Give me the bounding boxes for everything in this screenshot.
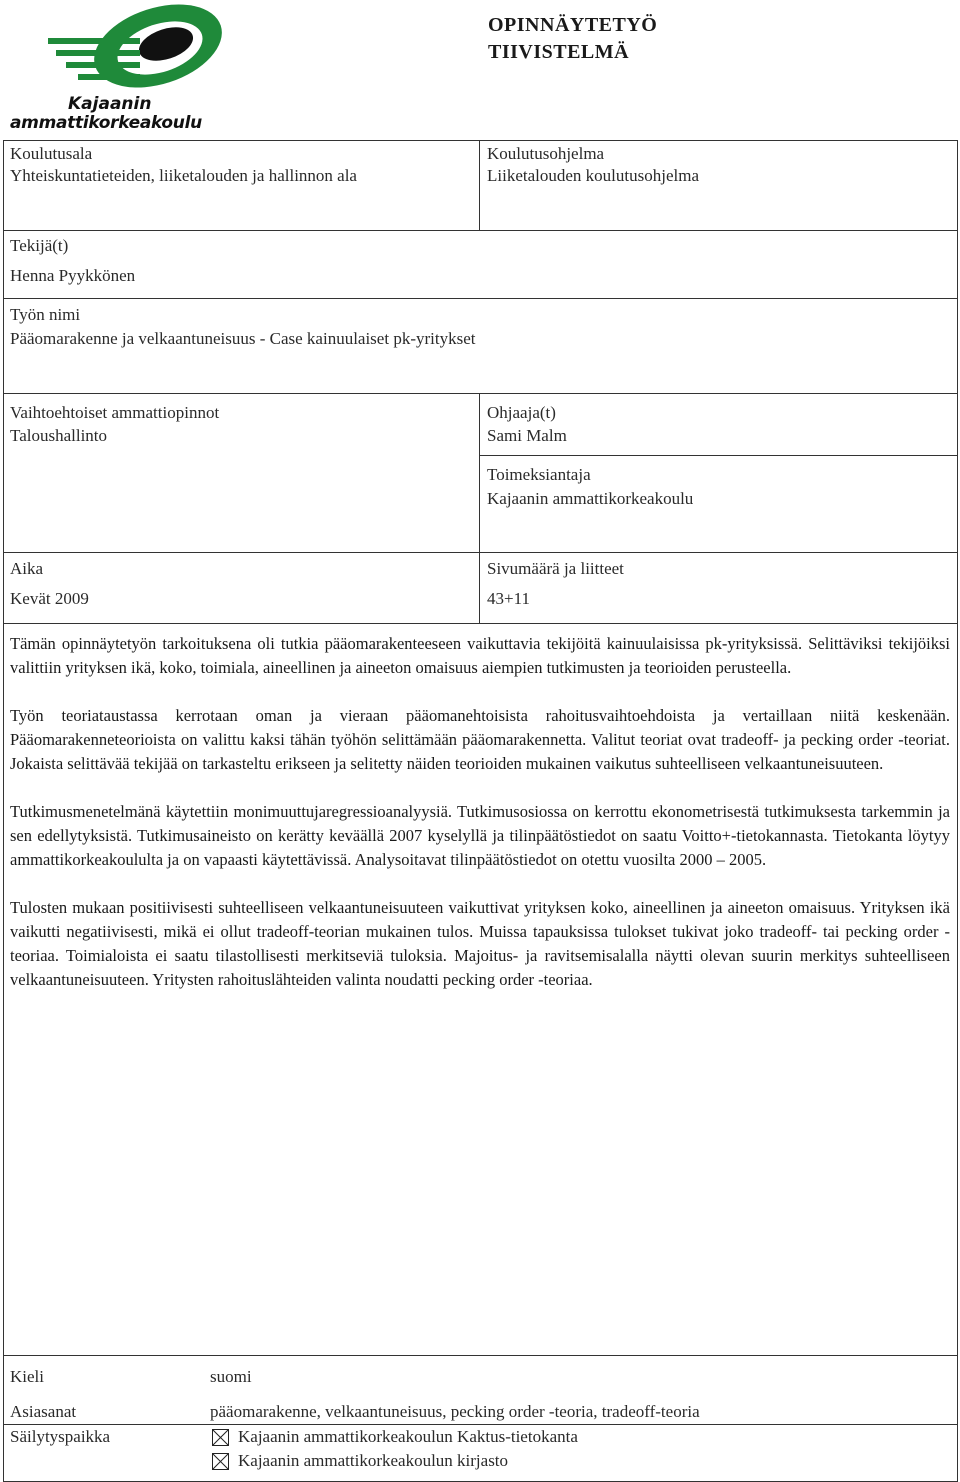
koulutusohjelma-value: Liiketalouden koulutusohjelma bbox=[487, 166, 699, 185]
aika-value: Kevät 2009 bbox=[10, 589, 89, 608]
document-title-line1: OPINNÄYTETYÖ bbox=[488, 14, 658, 36]
ohjaaja-value: Sami Malm bbox=[487, 426, 567, 445]
aika-label: Aika bbox=[10, 559, 44, 578]
kieli-value: suomi bbox=[210, 1367, 252, 1386]
divider-line bbox=[479, 393, 480, 623]
koulutusala-label: Koulutusala bbox=[10, 144, 93, 163]
toimeksiantaja-label: Toimeksiantaja bbox=[487, 465, 591, 484]
sivumaara-label: Sivumäärä ja liitteet bbox=[487, 559, 624, 578]
vaihtoehtoiset-label: Vaihtoehtoiset ammattiopinnot bbox=[10, 403, 220, 422]
tekija-label: Tekijä(t) bbox=[10, 236, 69, 255]
checkbox-kirjasto[interactable] bbox=[212, 1453, 229, 1470]
divider-line bbox=[3, 1424, 958, 1425]
asiasanat-label: Asiasanat bbox=[10, 1402, 77, 1421]
asiasanat-value: pääomarakenne, velkaantuneisuus, pecking order -teoria, tradeoff-teoria bbox=[210, 1402, 700, 1421]
tyon-nimi-label: Työn nimi bbox=[10, 305, 81, 324]
abstract-paragraph: Työn teoriataustassa kerrotaan oman ja vieraan pääomanehtoisista rahoitusvaihtoehdoista ja vertaillaan niitä keskenään. Pääomarakenneteorioista on valittu kaksi tähän työhön selittämään pääomarakennetta. Valitut teoriat ovat tradeoff- ja pecking order -teoriat. Jokaista selittävää tekijää on tarkasteltu erikseen ja selitetty näiden teorioiden mukainen vaikutus suhteelliseen velkaantuneisuuteen. bbox=[10, 706, 950, 773]
checkbox-cross-icon bbox=[213, 1454, 228, 1469]
koulutusala-value: Yhteiskuntatieteiden, liiketalouden ja hallinnon ala bbox=[10, 166, 357, 185]
storage-option-kaktus: Kajaanin ammattikorkeakoulun Kaktus-tietokanta bbox=[238, 1427, 578, 1446]
checkbox-kaktus[interactable] bbox=[212, 1429, 229, 1446]
vaihtoehtoiset-value: Taloushallinto bbox=[10, 426, 108, 445]
divider-line bbox=[479, 455, 958, 456]
storage-option-kirjasto: Kajaanin ammattikorkeakoulun kirjasto bbox=[238, 1451, 509, 1470]
school-logo bbox=[8, 4, 238, 136]
logo-text-line2: ammattikorkeakoulu bbox=[10, 113, 202, 133]
sailytyspaikka-label: Säilytyspaikka bbox=[10, 1427, 111, 1446]
sivumaara-value: 43+11 bbox=[487, 589, 530, 608]
abstract-paragraph: Tutkimusmenetelmänä käytettiin monimuuttujaregressioanalyysiä. Tutkimusosiossa on kerrottu ekonometrisestä tutkimuksesta tarkemmin ja sen edellytyksistä. Tutkimusaineisto on kerätty keväällä 2007 kyselyllä ja tilinpäätöstiedot on saatu Voitto+-tietokannasta. Tietokanta löytyy ammattikorkeakoululta ja on vapaasti käytettävissä. Analysoitavat tilinpäätöstiedot on otettu vuosilta 2000 – 2005. bbox=[10, 802, 950, 869]
logo-text-line1: Kajaanin bbox=[68, 94, 152, 114]
toimeksiantaja-value: Kajaanin ammattikorkeakoulu bbox=[487, 489, 694, 508]
tyon-nimi-value: Pääomarakenne ja velkaantuneisuus - Case kainuulaiset pk-yritykset bbox=[10, 329, 476, 348]
kieli-label: Kieli bbox=[10, 1367, 44, 1386]
divider-line bbox=[3, 623, 958, 624]
logo-emblem-icon bbox=[48, 4, 228, 96]
koulutusohjelma-label: Koulutusohjelma bbox=[487, 144, 605, 163]
abstract-paragraph: Tämän opinnäytetyön tarkoituksena oli tutkia pääomarakenteeseen vaikuttavia tekijöitä kainuulaisissa pk-yrityksissä. Selittäviksi tekijöiksi valittiin yrityksen ikä, koko, toimiala, aineellinen ja aineeton omaisuus aiempien tutkimusten ja teorioiden perusteella. bbox=[10, 634, 950, 677]
ohjaaja-label: Ohjaaja(t) bbox=[487, 403, 556, 422]
document-title bbox=[488, 12, 657, 66]
abstract-paragraph: Tulosten mukaan positiivisesti suhteelliseen velkaantuneisuuteen vaikuttivat yrityksen koko, aineellinen ja aineeton omaisuus. Yrityksen ikä vaikutti negatiivisesti, mikä ei ollut tradeoff-teorian mukainen tulos. Muissa tapauksissa tulokset tukivat joko tradeoff- tai pecking order -teoriaa. Toimialoista ei saatu tilastollisesti merkitseviä tuloksia. Majoitus- ja ravitsemisalalla näytti olevan suurin merkitys suhteelliseen velkaantuneisuuteen. Yritysten rahoituslähteiden valinta noudatti pecking order -teoriaa. bbox=[10, 898, 950, 989]
abstract-body bbox=[10, 632, 950, 1016]
tekija-value: Henna Pyykkönen bbox=[10, 266, 136, 285]
divider-line bbox=[3, 393, 958, 394]
divider-line bbox=[3, 298, 958, 299]
divider-line bbox=[3, 230, 958, 231]
divider-line bbox=[479, 140, 480, 230]
divider-line bbox=[3, 552, 958, 553]
divider-line bbox=[3, 1355, 958, 1356]
document-title-line2: TIIVISTELMÄ bbox=[488, 41, 630, 63]
checkbox-cross-icon bbox=[213, 1430, 228, 1445]
